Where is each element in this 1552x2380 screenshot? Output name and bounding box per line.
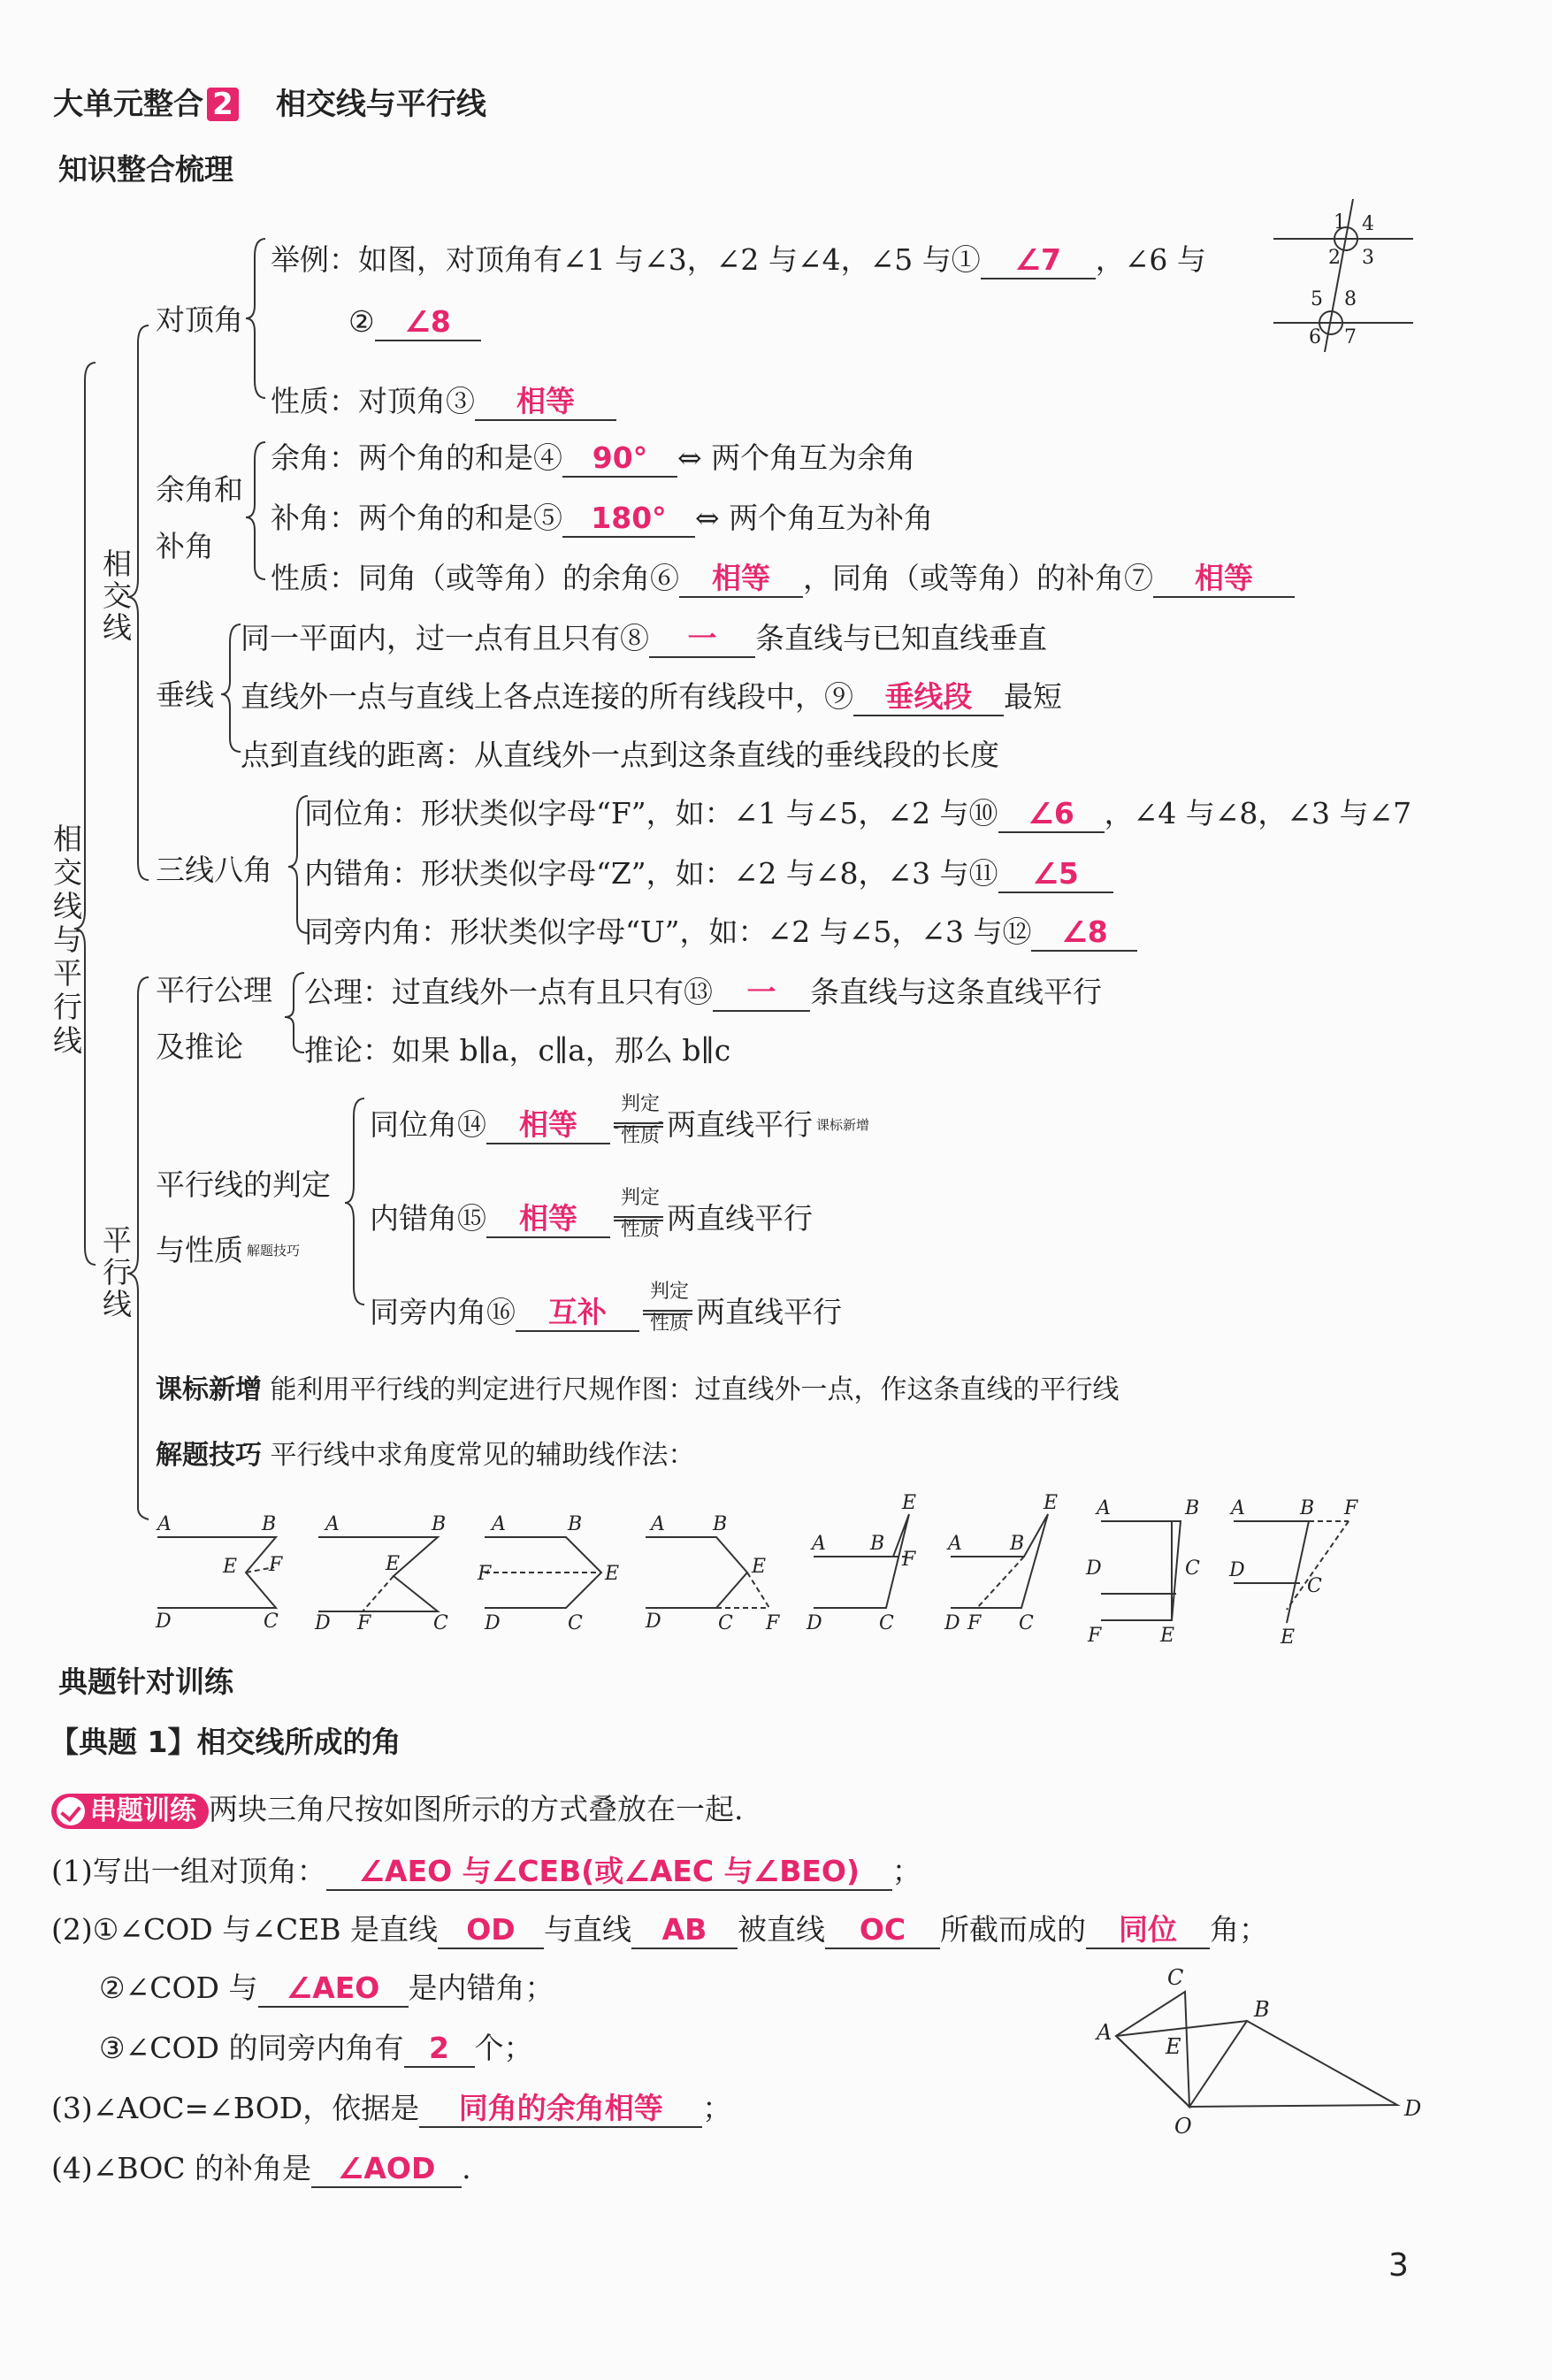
svg-text:F: F <box>1344 1497 1358 1519</box>
answer-q2b: AB <box>631 1912 738 1949</box>
svg-text:A: A <box>651 1513 665 1535</box>
svg-text:A: A <box>1097 1497 1111 1519</box>
answer-13: 一 <box>713 975 810 1012</box>
answer-1: ∠7 <box>981 242 1096 279</box>
answer-7: 相等 <box>1153 561 1295 598</box>
cross-label-7: 7 <box>1344 326 1357 348</box>
cross-label-5: 5 <box>1311 288 1323 310</box>
gl-line-2: 推论：如果 b∥a，c∥a，那么 b∥c <box>304 1033 731 1068</box>
double-arrow-1: 判定 性质 <box>610 1107 667 1146</box>
svg-text:D: D <box>646 1611 661 1633</box>
answer-q6: ∠AOD <box>311 2151 462 2188</box>
answer-q2a: OD <box>438 1912 544 1949</box>
pd-row-2: 内错角⑮ 相等 判定 性质 两直线平行 <box>370 1187 813 1241</box>
dd-line-3: 性质：对顶角③ 相等 <box>271 382 616 421</box>
node-perpendicular: 垂线 <box>156 677 214 712</box>
svg-text:C: C <box>264 1611 279 1633</box>
pd-row-3: 同旁内角⑯ 互补 判定 性质 两直线平行 <box>370 1281 842 1335</box>
question-2c: ③∠COD 的同旁内角有 2 个； <box>99 2029 533 2068</box>
cx-line-3: 点到直线的距离：从直线外一点到这条直线的垂线段的长度 <box>241 738 999 772</box>
node-parallel-axiom-2: 及推论 <box>156 1029 243 1064</box>
example-title: 【典题 1】相交线所成的角 <box>50 1725 401 1759</box>
question-2b: ②∠COD 与 ∠AEO 是内错角； <box>99 1969 554 2008</box>
cx-line-2: 直线外一点与直线上各点连接的所有线段中，⑨ 垂线段 最短 <box>241 677 1062 716</box>
svg-text:F: F <box>902 1549 916 1571</box>
svg-text:F: F <box>357 1612 371 1634</box>
svg-text:A: A <box>1231 1497 1245 1519</box>
branch-label-intersect: 相交线 <box>103 547 132 645</box>
node-parallel-criteria-2: 与性质 $^{解题技巧}$ <box>156 1233 301 1267</box>
svg-text:B: B <box>1254 1997 1270 2022</box>
svg-text:E: E <box>605 1563 620 1585</box>
svg-text:D: D <box>1086 1557 1102 1580</box>
answer-9: 垂线段 <box>853 679 1004 716</box>
answer-q4: 2 <box>404 2031 475 2068</box>
svg-text:A: A <box>948 1533 962 1555</box>
unit-number-badge: 2 <box>207 88 239 121</box>
svg-text:F: F <box>766 1612 780 1634</box>
cross-label-8: 8 <box>1344 288 1357 310</box>
answer-14: 相等 <box>486 1107 610 1144</box>
node-comp-supp-1: 余角和 <box>156 472 243 507</box>
page-number: 3 <box>1388 2247 1409 2284</box>
svg-text:D: D <box>807 1612 822 1634</box>
svg-text:B: B <box>713 1513 728 1535</box>
svg-text:E: E <box>1160 1625 1175 1647</box>
svg-text:E: E <box>1166 2034 1181 2059</box>
sx-line-1: 同位角：形状类似字母“F”，如：∠1 与∠5，∠2 与⑩ ∠6 ，∠4 与∠8，∠3 与∠7 <box>304 794 1411 833</box>
series-training-tag: 串题训练 <box>51 1794 209 1829</box>
unit-title: 相交线与平行线 <box>275 87 486 122</box>
answer-15: 相等 <box>486 1201 610 1238</box>
yb-line-1: 余角：两个角的和是④ 90° ⇔ 两个角互为余角 <box>271 439 915 478</box>
svg-text:C: C <box>1167 1965 1184 1990</box>
answer-11: ∠5 <box>998 856 1113 893</box>
section-title-summary: 知识整合梳理 <box>58 152 233 187</box>
answer-q3: ∠AEO <box>258 1971 409 2008</box>
answer-5: 180° <box>562 501 695 538</box>
question-2: (2)①∠COD 与∠CEB 是直线 OD 与直线 AB 被直线 OC 所截而成的 同位 角； <box>51 1910 1268 1949</box>
answer-2: ∠8 <box>375 304 481 341</box>
sx-line-2: 内错角：形状类似字母“Z”，如：∠2 与∠8，∠3 与⑪ ∠5 <box>304 854 1113 893</box>
svg-text:B: B <box>432 1513 447 1535</box>
yb-line-2: 补角：两个角的和是⑤ 180° ⇔ 两个角互为补角 <box>271 499 933 538</box>
svg-text:A: A <box>325 1513 340 1535</box>
svg-text:E: E <box>752 1556 767 1578</box>
double-arrow-3: 判定 性质 <box>649 1281 689 1335</box>
svg-text:D: D <box>315 1612 331 1634</box>
cross-label-4: 4 <box>1362 213 1374 235</box>
answer-q5: 同角的余角相等 <box>419 2091 702 2128</box>
node-parallel-axiom-1: 平行公理 <box>156 973 272 1007</box>
answer-3: 相等 <box>475 384 616 421</box>
node-three-lines: 三线八角 <box>156 853 272 887</box>
svg-text:C: C <box>568 1612 583 1634</box>
sx-line-3: 同旁内角：形状类似字母“U”，如：∠2 与∠5，∠3 与⑫ ∠8 <box>304 913 1137 952</box>
root-label: 相交线与平行线 <box>53 822 82 1058</box>
curriculum-note: 课标新增 能利用平行线的判定进行尺规作图：过直线外一点，作这条直线的平行线 <box>156 1374 1120 1405</box>
svg-text:D: D <box>1229 1559 1245 1581</box>
example-intro: 串题训练 两块三角尺按如图所示的方式叠放在一起. <box>51 1790 744 1829</box>
answer-16: 互补 <box>516 1295 639 1332</box>
svg-text:F: F <box>478 1563 492 1585</box>
svg-text:B: B <box>870 1533 885 1555</box>
answer-4: 90° <box>562 440 677 478</box>
section-title-practice: 典题针对训练 <box>58 1664 233 1699</box>
svg-text:D: D <box>944 1612 960 1634</box>
svg-text:F: F <box>269 1554 283 1576</box>
svg-text:E: E <box>1044 1492 1059 1514</box>
svg-text:E: E <box>902 1492 917 1514</box>
answer-q2d: 同位 <box>1086 1912 1210 1949</box>
gl-line-1: 公理：过直线外一点有且只有⑬ 一 条直线与这条直线平行 <box>304 973 1102 1012</box>
dd-line-2: ② ∠8 <box>348 302 481 341</box>
answer-q2c: OC <box>825 1912 940 1949</box>
question-3: (3)∠AOC=∠BOD，依据是 同角的余角相等 ； <box>51 2089 731 2128</box>
answer-10: ∠6 <box>998 796 1105 833</box>
svg-text:B: B <box>1185 1497 1200 1519</box>
svg-text:C: C <box>1185 1557 1200 1580</box>
svg-text:C: C <box>433 1612 448 1634</box>
svg-text:E: E <box>386 1553 401 1575</box>
answer-6: 相等 <box>679 561 803 598</box>
svg-text:B: B <box>262 1513 277 1535</box>
svg-text:D: D <box>485 1612 501 1634</box>
svg-text:E: E <box>1281 1626 1296 1649</box>
unit-prefix: 大单元整合 <box>53 87 203 122</box>
svg-text:C: C <box>718 1612 733 1634</box>
node-vertical-angles: 对顶角 <box>156 302 243 337</box>
svg-text:O: O <box>1174 2114 1192 2139</box>
answer-q1: ∠AEO 与∠CEB(或∠AEC 与∠BEO) <box>326 1854 892 1891</box>
svg-text:A: A <box>492 1513 506 1535</box>
node-parallel-criteria-1: 平行线的判定 <box>156 1167 331 1202</box>
branch-label-parallel: 平行线 <box>103 1223 132 1321</box>
svg-text:D: D <box>1404 2096 1422 2121</box>
cross-label-6: 6 <box>1309 326 1321 348</box>
svg-text:F: F <box>967 1612 982 1634</box>
cross-label-2: 2 <box>1328 247 1341 269</box>
yb-line-3: 性质：同角（或等角）的余角⑥ 相等 ，同角（或等角）的补角⑦ 相等 <box>271 559 1295 598</box>
svg-text:B: B <box>1300 1497 1315 1519</box>
cross-label-3: 3 <box>1362 247 1374 269</box>
svg-text:C: C <box>1307 1575 1322 1597</box>
pd-row-1: 同位角⑭ 相等 判定 性质 两直线平行 $^{课标新增}$ <box>370 1093 870 1147</box>
svg-text:B: B <box>568 1513 583 1535</box>
cross-label-1: 1 <box>1334 211 1346 233</box>
svg-text:C: C <box>1019 1612 1034 1634</box>
cx-line-1: 同一平面内，过一点有且只有⑧ 一 条直线与已知直线垂直 <box>241 619 1047 658</box>
question-4: (4)∠BOC 的补角是 ∠AOD . <box>51 2149 471 2188</box>
answer-8: 一 <box>649 621 755 658</box>
svg-text:A: A <box>812 1533 826 1555</box>
svg-text:D: D <box>156 1611 172 1633</box>
svg-text:A: A <box>157 1513 172 1535</box>
tips-note: 解题技巧 平行线中求角度常见的辅助线作法： <box>156 1440 695 1471</box>
answer-12: ∠8 <box>1031 915 1137 952</box>
svg-text:E: E <box>223 1556 238 1578</box>
double-arrow-2: 判定 性质 <box>620 1187 660 1241</box>
svg-text:A: A <box>1097 2020 1112 2045</box>
svg-text:F: F <box>1088 1625 1102 1647</box>
svg-text:C: C <box>879 1612 894 1634</box>
node-comp-supp-2: 补角 <box>156 529 214 563</box>
dd-line-1: 举例：如图，对顶角有∠1 与∠3，∠2 与∠4，∠5 与① ∠7 ，∠6 与 <box>271 241 1206 279</box>
question-1: (1)写出一组对顶角： ∠AEO 与∠CEB(或∠AEC 与∠BEO) ； <box>51 1852 921 1891</box>
svg-text:B: B <box>1010 1533 1025 1555</box>
